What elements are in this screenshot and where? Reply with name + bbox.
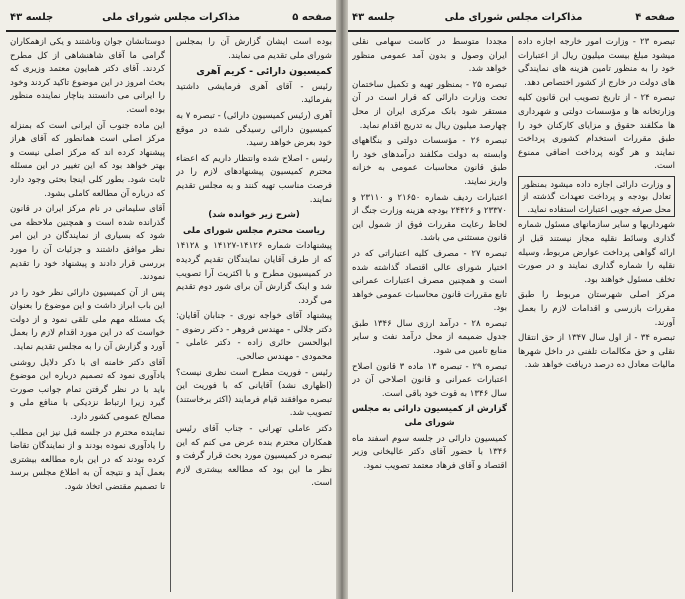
paragraph-speaker: رئیس - فوریت مطرح است نظری نیست؟ (اظهاری نشد) آقایانی که با فوریت این تبصره موافقند قیام فرمایند (اکثر برخاستند) تصویب شد.	[176, 367, 332, 419]
paragraph: پیشنهادات شماره ۱۴۱۲۶-۱۴۱۲۷ و ۱۴۱۲۸ که از طرف آقایان نمایندگان تقدیم گردیده در کمیسیون مطرح و با اکثریت آرا تصویب شد و اینک گزارش آن برای شور دوم تقدیم می گردد.	[176, 241, 332, 306]
right-page	[348, 6, 679, 596]
paragraph-speaker: رئیس - اصلاح شده وانتظار داریم که اعضاء محترم کمیسیون پیشنهادهای لازم را در فرصت مناسب تهیه کنند و به مجلس تقدیم نمایند.	[176, 153, 332, 205]
left-page	[6, 6, 336, 596]
left-page-header	[6, 8, 336, 32]
paragraph-clause: تبصره ۲۹ - تبصره ۱۳ ماده ۳ قانون اصلاح اعتبارات عمرانی و قانون اصلاحی آن در سال ۱۳۴۶ به قوت خود باقی است.	[352, 361, 507, 399]
right-page-number: صفحه ۴	[635, 12, 675, 23]
paragraph-clause: تبصره ۳۴ - از اول سال ۱۳۴۷ از حق انتقال نقلی و حق مکالمات تلفنی در داخل شهرها مالیات معادل ده درصد دریافت خواهد شد.	[518, 333, 675, 371]
report-heading: گزارش از کمیسیون دارائی به مجلس شورای ملی	[352, 404, 507, 429]
paragraph-clause: تبصره ۲۸ - درآمد ارزی سال ۱۳۴۶ طبق جدول ضمیمه از محل درآمد نفت و سایر منابع تامین می شود.	[352, 318, 507, 357]
right-column-left	[352, 36, 507, 594]
paragraph-clause: تبصره ۲۵ - بمنظور تهیه و تکمیل ساختمان تحت وزارت دارائی که قرار است در آن مستقر شود بانک مرکزی ایران از محل چهارصد میلیون ریال به تدریج اقدام نماید.	[352, 79, 507, 131]
paragraph-speaker: رئیس - آقای آهری فرمایشی داشتید بفرمائید.	[176, 81, 332, 106]
right-running-title: مذاکرات مجلس شورای ملی	[444, 12, 583, 23]
boxed-clause	[518, 176, 675, 218]
right-column-right	[518, 36, 675, 594]
paragraph: اعتبارات ردیف شماره ۲۱۶۵۰ و ۲۳۱۱۰ و ۲۳۳۷۰ و ۲۴۴۲۶ بودجه هزینه وزارت جنگ از لحاظ رعایت مقررات فوق از شمول این قانون مستثنی می باشد.	[352, 192, 507, 244]
paragraph-speaker: دکتر عاملی تهرانی - جناب آقای رئیس همکاران محترم بنده عرض می کنم که این تبصره در کمیسیون مورد بحث قرار گرفت و نظر ما این بود که مطالعه بیشتری لازم است.	[176, 424, 332, 489]
column-divider	[170, 36, 171, 592]
left-column-right	[176, 36, 332, 594]
paragraph: این ماده جنوب آن ایرانی است که بمنزله مرکز اصلی است همانطور که آقای هراز پیشنهاد کرده اند که مرکز اصلی نیست و بهتر خواهد بود که این تغییر در این مسئله ثابت شود. بطور کلی اینجا بحثی وجود دارد که درباره آن مطالعه کاملی بشود.	[10, 120, 165, 199]
paragraph-clause: تبصره ۲۷ - مصرف کلیه اعتباراتی که در اختیار شورای عالی اقتصاد گذاشته شده است و همچنین مصرف اعتبارات عمرانی تابع مقررات قانون محاسبات عمومی خواهد بود.	[352, 248, 507, 314]
right-page-header	[348, 8, 679, 32]
boxed-clause-text: و وزارت دارائی اجازه داده میشود بمنظور تعادل بودجه و پرداخت تعهدات گذشته از محل صرفه جویی اعتبارات استفاده نماید.	[522, 178, 671, 214]
left-column-left	[10, 36, 165, 594]
left-session-label: جلسه ۴۳	[10, 12, 54, 23]
paragraph: کمیسیون دارائی در جلسه سوم اسفند ماه ۱۳۴۶ با حضور آقای دکتر عالیخانی وزیر اقتصاد و آقای فرهاد معتمد تصویب نمود.	[352, 433, 507, 471]
left-page-number: صفحه ۵	[292, 12, 332, 23]
paragraph-clause: تبصره ۲۶ - مؤسسات دولتی و بنگاههای وابسته به دولت مکلفند درآمدهای خود را طبق قانون محاسبات عمومی به خزانه واریز نمایند.	[352, 136, 507, 187]
paragraph: مرکز اصلی شهرستان مربوط را طبق مقررات بازرسی و اقدامات لازم را بعمل آورند.	[518, 290, 675, 328]
book-gutter	[336, 0, 348, 599]
paragraph: آقای سلیمانی در نام مرکز ایران در قانون گذرانده شده است و همچنین ملاحظه می شود که بسیاری از نمایندگان در این امر نظر موافق داشتند و جزئیات آن را مورد بررسی قرار دادند و پیشنهاد خود را تقدیم نمودند.	[10, 204, 165, 283]
paragraph-speaker: آهری (رئیس کمیسیون دارائی) - تبصره ۷ به کمیسیون دارائی رسیدگی شده در موقع خود بعرض خواهد رسید.	[176, 110, 332, 149]
paragraph: دوستانشان جوان وناشتند و یکی ازهمکاران گرامی ما آقای شاهنشاهی از کل مطرح کردند. آقای دکتر همایون معتمد وزیری که بحث امروز در این موضوع تاکید کردند وخود را ایرانی می دانستند بناچار نماینده منظور بوده است.	[10, 37, 165, 115]
paragraph-note: (شرح زیر خوانده شد)	[208, 210, 300, 221]
paragraph-clause: تبصره ۲۴ - از تاریخ تصویب این قانون کلیه وزارتخانه ها و مؤسسات دولتی و شهرداری ها مکلفند حقوق و مزایای کارکنان خود را طبق مقررات استخدام کشوری پرداخت نمایند و هر گونه پرداخت اضافی ممنوع است.	[518, 93, 675, 172]
paragraph: بوده است ایشان گزارش آن را بمجلس شورای ملی تقدیم می نمایند.	[176, 37, 332, 61]
column-divider	[512, 36, 513, 592]
paragraph-address: ریاست محترم مجلس شورای ملی	[183, 225, 325, 236]
paragraph: آقای دکتر خامنه ای با ذکر دلایل روشنی یادآوری نمود که تصمیم درباره این موضوع باید با در نظر گرفتن تمام جوانب صورت گیرد زیرا ارتباط نزدیکی با منافع ملی و مصالح عمومی کشور دارد.	[10, 357, 165, 423]
paragraph-signature: کمیسیون دارائی - کریم آهری	[196, 66, 332, 78]
paragraph: شهرداریها و سایر سازمانهای مسئول شماره گذاری وسائط نقلیه مجاز نیستند قبل از ارائه گواهی پرداخت عوارض مربوط، وسیله نقلیه را شماره گذاری نمایند و در صورت تخلف مسئول خواهند بود.	[518, 220, 675, 285]
right-session-label: جلسه ۴۳	[352, 12, 396, 23]
left-running-title: مذاکرات مجلس شورای ملی	[102, 12, 240, 23]
paragraph-clause: تبصره ۲۳ - وزارت امور خارجه اجازه داده میشود مبلغ بیست میلیون ریال از اعتبارات خود را به منظور تامین هزینه های نمایندگی های دولت در خارج از کشور اختصاص دهد.	[518, 37, 675, 88]
paragraph: پیشنهاد آقای خواجه نوری - جنابان آقایان: دکتر جلالی - مهندس فروهر - دکتر رضوی - ابوالحسن حائری زاده - دکتر عاملی - محمودی - مهندس صالحی.	[176, 311, 332, 363]
paragraph: نماینده محترم در جلسه قبل نیز این مطلب را یادآوری نموده بودند و از نمایندگان تقاضا کرده بودند که در این باره مطالعه بیشتری بعمل آید و نتیجه آن به اطلاع مجلس برسد تا تصمیم مقتضی اتخاذ شود.	[10, 427, 165, 492]
paragraph: پس از آن کمیسیون دارائی نظر خود را در این باب ابراز داشت و این موضوع را بعنوان یک مسئله مهم ملی تلقی نمود و از دولت خواست که در این مورد اقدام لازم را بعمل آورد و گزارش آن را به مجلس تقدیم نماید.	[10, 287, 165, 353]
paragraph: مجددا متوسط در کاست سهامی نقلی ایران وصول و بدون آمد عمومی منظور خواهد شد.	[352, 37, 507, 75]
